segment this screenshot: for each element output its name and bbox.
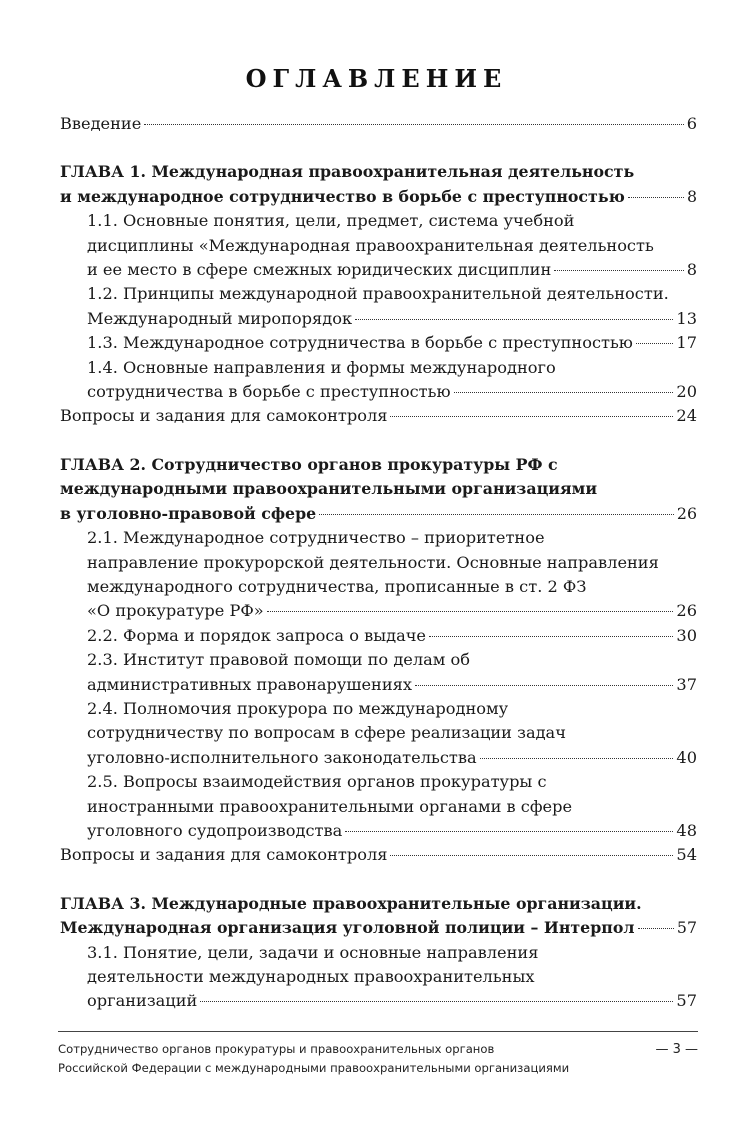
page-footer [58, 1040, 698, 1078]
toc-entry-text: 2.1. Международное сотрудничество – приоритетное [87, 528, 545, 548]
toc-entry-text: административных правонарушениях [87, 674, 412, 694]
toc-section-entry[interactable] [60, 282, 697, 331]
dot-leader [355, 319, 673, 320]
dot-leader [636, 343, 673, 344]
toc-entry-text: Вопросы и задания для самоконтроля [60, 845, 388, 865]
toc-entry-line [87, 648, 697, 672]
toc-page-number[interactable]: 6 [686, 114, 697, 133]
toc-section-entry[interactable] [60, 770, 697, 843]
section-spacer [60, 429, 697, 453]
toc-entry-line [87, 965, 697, 989]
toc-entry-text: Введение [60, 114, 142, 133]
toc-entry-text: направление прокурорской деятельности. Основные направления [87, 552, 659, 572]
toc-page-number[interactable]: 57 [676, 991, 697, 1011]
toc-page-number[interactable]: 13 [676, 308, 697, 328]
toc-entry-line [87, 746, 697, 770]
toc-entry-line [60, 160, 697, 184]
toc-section-entry[interactable] [60, 648, 697, 697]
toc-entry[interactable] [60, 843, 697, 867]
toc-entry-text: «О прокуратуре РФ» [87, 601, 264, 621]
toc-entry-line [87, 721, 697, 745]
footer-book-title-line-1: Сотрудничество органов прокуратуры и правоохранительных органов [58, 1042, 495, 1056]
toc-entry-text: международного сотрудничества, прописанные в ст. 2 ФЗ [87, 576, 587, 596]
toc-entry-line [87, 307, 697, 331]
toc-entry-line [60, 916, 697, 940]
page-number: — 3 — [655, 1042, 698, 1057]
toc-entry-line [60, 404, 697, 428]
toc-section-entry[interactable] [60, 941, 697, 1014]
dot-leader [267, 611, 674, 612]
toc-entry-text: 1.3. Международное сотрудничества в борьбе с преступностью [87, 333, 633, 353]
toc-entry-line [87, 989, 697, 1013]
toc-page-number[interactable]: 40 [676, 747, 697, 767]
toc-chapter-entry[interactable] [60, 892, 697, 941]
toc-entry-text: и международное сотрудничество в борьбе с преступностью [60, 186, 625, 206]
toc-page-number[interactable]: 30 [676, 625, 697, 645]
toc-entry-line [87, 624, 697, 648]
toc-section-entry[interactable] [60, 356, 697, 405]
toc-entry-text: в уголовно-правовой сфере [60, 503, 317, 523]
footer-divider [58, 1031, 698, 1032]
toc-section-entry[interactable] [60, 209, 697, 282]
toc-entry-line [87, 551, 697, 575]
toc-entry-line [87, 697, 697, 721]
dot-leader [319, 514, 674, 515]
toc-entry-line [87, 526, 697, 550]
dot-leader [390, 855, 673, 856]
toc-entry-text: ГЛАВА 2. Сотрудничество органов прокуратуры РФ с [60, 454, 558, 474]
toc-entry-text: ГЛАВА 1. Международная правоохранительная деятельность [60, 162, 635, 182]
toc-page-number[interactable]: 8 [686, 186, 697, 206]
dot-leader [554, 270, 683, 271]
toc-entry-text: 2.5. Вопросы взаимодействия органов прокуратуры с [87, 772, 547, 792]
dot-leader [390, 416, 673, 417]
toc-entry-line [87, 673, 697, 697]
toc-section-entry[interactable] [60, 331, 697, 355]
toc-entry-text: уголовного судопроизводства [87, 820, 343, 840]
toc-entry-text: Международная организация уголовной полиции – Интерпол [60, 918, 635, 938]
toc-entry-line [87, 770, 697, 794]
toc-entry-text: организаций [87, 991, 198, 1011]
toc-entry-line [60, 843, 697, 867]
toc-entry-line [87, 819, 697, 843]
toc-chapter-entry[interactable] [60, 453, 697, 526]
toc-entry-line [87, 331, 697, 355]
toc-page-number[interactable]: 20 [676, 382, 697, 402]
toc-entry[interactable] [60, 404, 697, 428]
toc-entry-text: и ее место в сфере смежных юридических дисциплин [87, 260, 552, 280]
toc-chapter-entry[interactable] [60, 160, 697, 209]
toc-entry-line [60, 453, 697, 477]
toc-entry-text: 2.4. Полномочия прокурора по международному [87, 698, 509, 718]
toc-entry-text: Вопросы и задания для самоконтроля [60, 406, 388, 426]
toc-page-number[interactable]: 57 [676, 918, 697, 938]
dot-leader [454, 392, 674, 393]
toc-entry-line [87, 575, 697, 599]
toc-entry-line [60, 185, 697, 209]
dot-leader [628, 197, 684, 198]
dot-leader [144, 124, 683, 125]
footer-book-title-line-2: Российской Федерации с международными правоохранительными организациями [58, 1061, 570, 1075]
toc-entry-text: 1.4. Основные направления и формы международного [87, 357, 556, 377]
toc-entry-text: дисциплины «Международная правоохранительная деятельность [87, 235, 654, 255]
toc-entry-text: иностранными правоохранительными органами в сфере [87, 796, 573, 816]
toc-section-entry[interactable] [60, 526, 697, 624]
dot-leader [429, 636, 673, 637]
toc-page-number[interactable]: 54 [676, 845, 697, 865]
dot-leader [200, 1001, 673, 1002]
toc-entry-line [87, 282, 697, 306]
toc-page-number[interactable]: 26 [676, 503, 697, 523]
toc-entry-text: 2.3. Институт правовой помощи по делам об [87, 650, 471, 670]
toc-page-number[interactable]: 17 [676, 333, 697, 353]
toc-entry-text: Международный миропорядок [87, 308, 353, 328]
toc-page-number[interactable]: 48 [676, 820, 697, 840]
toc-entry-line [60, 477, 697, 501]
toc-entry-text: деятельности международных правоохранительных [87, 967, 535, 986]
toc-page-number[interactable]: 37 [676, 674, 697, 694]
toc-page-number[interactable]: 8 [686, 260, 697, 280]
toc-entry-text: 1.1. Основные понятия, цели, предмет, система учебной [87, 211, 575, 231]
toc-entry-text: 1.2. Принципы международной правоохранительной деятельности. [87, 284, 669, 304]
toc-entry-text: 2.2. Форма и порядок запроса о выдаче [87, 625, 427, 645]
toc-entry-text: уголовно-исполнительного законодательства [87, 747, 477, 767]
dot-leader [345, 831, 673, 832]
toc-entry-line [87, 209, 697, 233]
toc-entry[interactable] [60, 112, 697, 136]
dot-leader [480, 758, 674, 759]
section-spacer [60, 136, 697, 160]
toc-entry-line [87, 599, 697, 623]
toc-entry-line [87, 795, 697, 819]
toc-section-entry[interactable] [60, 624, 697, 648]
dot-leader [415, 685, 673, 686]
toc-entry-text: международными правоохранительными организациями [60, 479, 598, 499]
toc-title: ОГЛАВЛЕНИЕ [245, 64, 508, 93]
toc-section-entry[interactable] [60, 697, 697, 770]
toc-entry-line [87, 941, 697, 965]
toc-entry-line [60, 502, 697, 526]
toc-entry-line [87, 258, 697, 282]
toc-entry-line [60, 112, 697, 136]
toc-entry-text: сотрудничества в борьбе с преступностью [87, 382, 451, 402]
toc-entry-line [60, 892, 697, 916]
toc-entry-text: ГЛАВА 3. Международные правоохранительные организации. [60, 893, 642, 913]
toc-entry-text: 3.1. Понятие, цели, задачи и основные направления [87, 942, 539, 962]
toc-page-number[interactable]: 26 [676, 601, 697, 621]
dot-leader [638, 928, 674, 929]
toc-entry-line [87, 356, 697, 380]
toc-entry-line [87, 380, 697, 404]
toc-entry-text: сотрудничеству по вопросам в сфере реализации задач [87, 723, 566, 743]
toc-page-number[interactable]: 24 [676, 406, 697, 426]
section-spacer [60, 868, 697, 892]
table-of-contents [60, 112, 697, 1014]
toc-entry-line [87, 234, 697, 258]
